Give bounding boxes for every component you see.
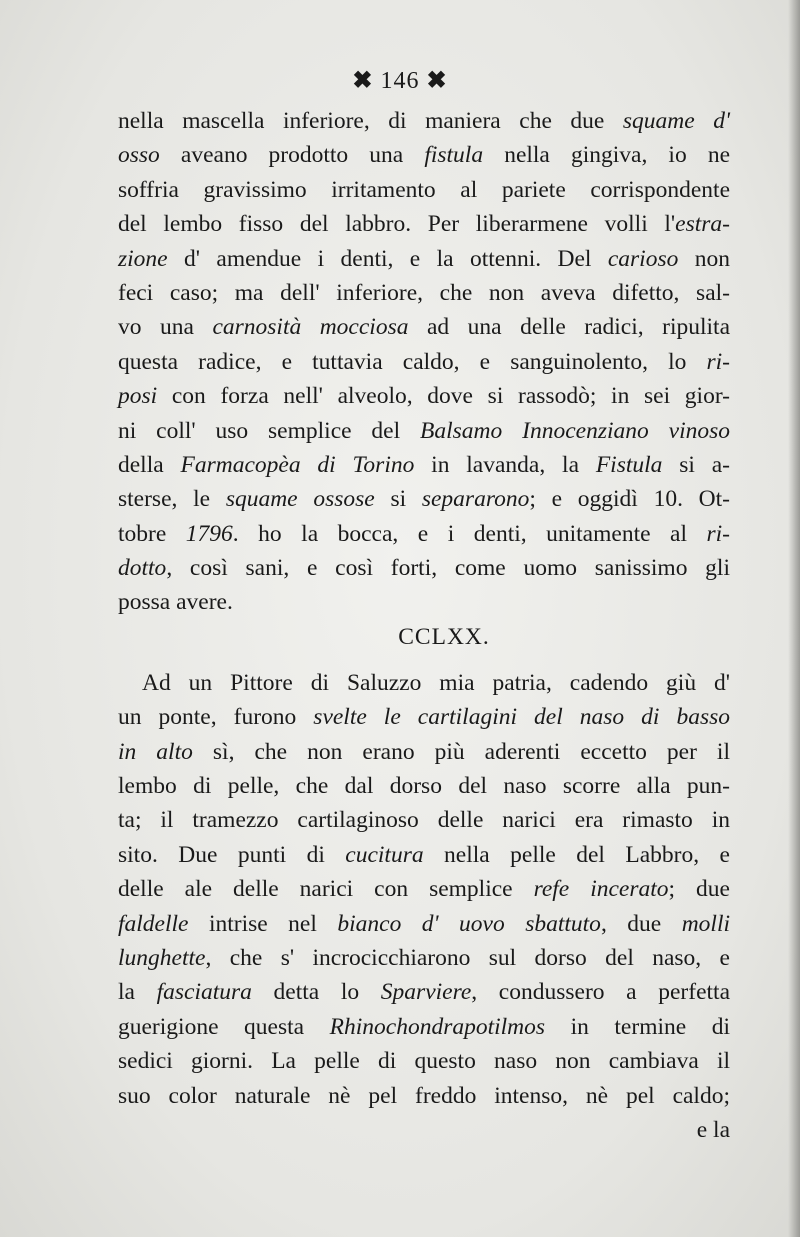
catchword: e la [696,1116,730,1143]
text-line [118,414,730,448]
italic-segment: Sparviere [380,979,472,1006]
text-line [118,700,730,734]
text-segment: suo color naturale nè pel freddo intenso, nè pel caldo; [118,1082,730,1109]
body-text [118,104,730,1147]
italic-segment: in alto [118,738,193,765]
text-segment: non [678,245,730,272]
text-segment: nella pelle del Labbro, e [423,841,730,868]
text-line [118,1010,730,1044]
italic-segment: separarono [421,486,530,513]
italic-segment: fistula [424,142,484,169]
text-segment: delle ale delle narici con semplice [118,876,534,903]
text-line [118,1044,730,1078]
text-line [118,907,730,941]
ornament-left-icon: ✖ [352,68,374,94]
italic-segment: 1796 [185,520,233,547]
italic-segment: Rhinochondrapotilmos [329,1013,546,1040]
text-line [118,310,730,344]
text-segment: detta lo [251,979,381,1006]
text-line [118,551,730,585]
text-segment: d' amendue i denti, e la ottenni. Del [167,245,608,272]
text-segment: nella mascella inferiore, di maniera che due [118,108,623,134]
italic-segment: svelte le cartilagini del naso di basso [313,704,730,731]
text-line [118,769,730,803]
text-segment: questa radice, e tuttavia caldo, e sanguinolento, lo [118,348,707,375]
text-segment: ni coll' uso semplice del [118,417,421,444]
text-segment: lembo di pelle, che dal dorso del naso scorre alla pun- [118,773,730,800]
text-segment: della [118,451,181,478]
italic-segment: fasciatura [156,979,252,1006]
italic-segment: squame d' [622,108,730,134]
text-segment: la [118,979,157,1006]
text-line [118,138,730,172]
italic-segment: lunghette [118,944,206,971]
text-segment: con forza nell' alveolo, dove si rassodò; in sei gior- [157,383,730,410]
italic-segment: Fistula [595,451,663,478]
text-line [118,104,730,138]
italic-segment: carnosità mocciosa [212,314,409,341]
text-segment: intrise nel [188,910,338,937]
text-line [118,207,730,241]
text-segment: sterse, le [118,486,226,513]
text-line [118,242,730,276]
text-line [118,803,730,837]
text-segment: ; e oggidì 10. Ot- [529,486,731,513]
text-segment: sì, che non erano più aderenti eccetto per il [192,738,730,765]
paragraph-2 [118,666,730,1113]
italic-segment: dotto [118,555,167,582]
text-line [118,482,730,516]
italic-segment: zione [118,245,168,272]
italic-segment: osso [118,142,160,169]
text-line [118,872,730,906]
text-segment: tobre [118,520,186,547]
italic-segment: ri- [706,348,730,375]
italic-segment: ri- [706,520,730,547]
text-line [118,838,730,872]
italic-segment: carioso [607,245,679,272]
ornament-right-icon: ✖ [426,68,448,94]
text-segment: sedici giorni. La pelle di questo naso non cambiava il [118,1048,730,1075]
italic-segment: posi [118,383,158,410]
text-segment: . ho la bocca, e i denti, unitamente al [232,520,707,547]
text-segment: soffria gravissimo irritamento al pariete corrispondente [118,176,730,203]
page-header [0,66,800,95]
paragraph-1 [118,104,730,620]
text-segment: , due [600,910,682,937]
text-line [118,941,730,975]
text-segment: sito. Due punti di [118,841,346,868]
text-line [118,735,730,769]
text-segment: Ad un Pittore di Saluzzo mia patria, cadendo giù d' [142,669,730,696]
text-line [118,448,730,482]
text-line [118,379,730,413]
text-line [118,585,730,619]
text-line [118,173,730,207]
text-segment: si a- [662,451,730,478]
text-line [118,1079,730,1113]
text-segment: del lembo fisso del labbro. Per liberarmene volli l' [118,211,676,238]
text-segment: ta; il tramezzo cartilaginoso delle narici era rimasto in [118,807,730,834]
text-segment: , che s' incrocicchiarono sul dorso del naso, e [205,944,730,971]
text-segment: nella gingiva, io ne [483,142,730,169]
italic-segment: estra- [675,211,730,238]
page-number: 146 [380,68,420,94]
italic-segment: bianco d' uovo sbattuto [337,910,601,937]
text-segment: possa avere. [118,589,233,616]
text-segment: , condussero a perfetta [471,979,730,1006]
text-segment: ; due [668,876,730,903]
italic-segment: refe incerato [533,876,669,903]
text-segment: un ponte, furono [118,704,314,731]
text-line [118,517,730,551]
italic-segment: Farmacopèa di Torino [180,451,415,478]
text-segment: aveano prodotto una [159,142,425,169]
italic-segment: molli [681,910,731,937]
italic-segment: Balsamo Innocenziano vinoso [420,417,731,444]
italic-segment: cucitura [345,841,424,868]
text-line [118,276,730,310]
text-segment: vo una [118,314,213,341]
text-segment: feci caso; ma dell' inferiore, che non aveva difetto, sal- [118,279,730,306]
text-segment: in lavanda, la [414,451,596,478]
text-segment: , così sani, e così forti, come uomo sanissimo gli [166,555,730,582]
text-line [118,975,730,1009]
italic-segment: faldelle [118,910,189,937]
text-segment: in termine di [545,1013,731,1040]
text-segment: guerigione questa [118,1013,330,1040]
text-line [118,666,730,700]
section-heading: CCLXX. [398,623,490,650]
text-segment: si [374,486,422,513]
text-line [118,345,730,379]
text-segment: ad una delle radici, ripulita [408,314,730,341]
italic-segment: squame ossose [225,486,375,513]
